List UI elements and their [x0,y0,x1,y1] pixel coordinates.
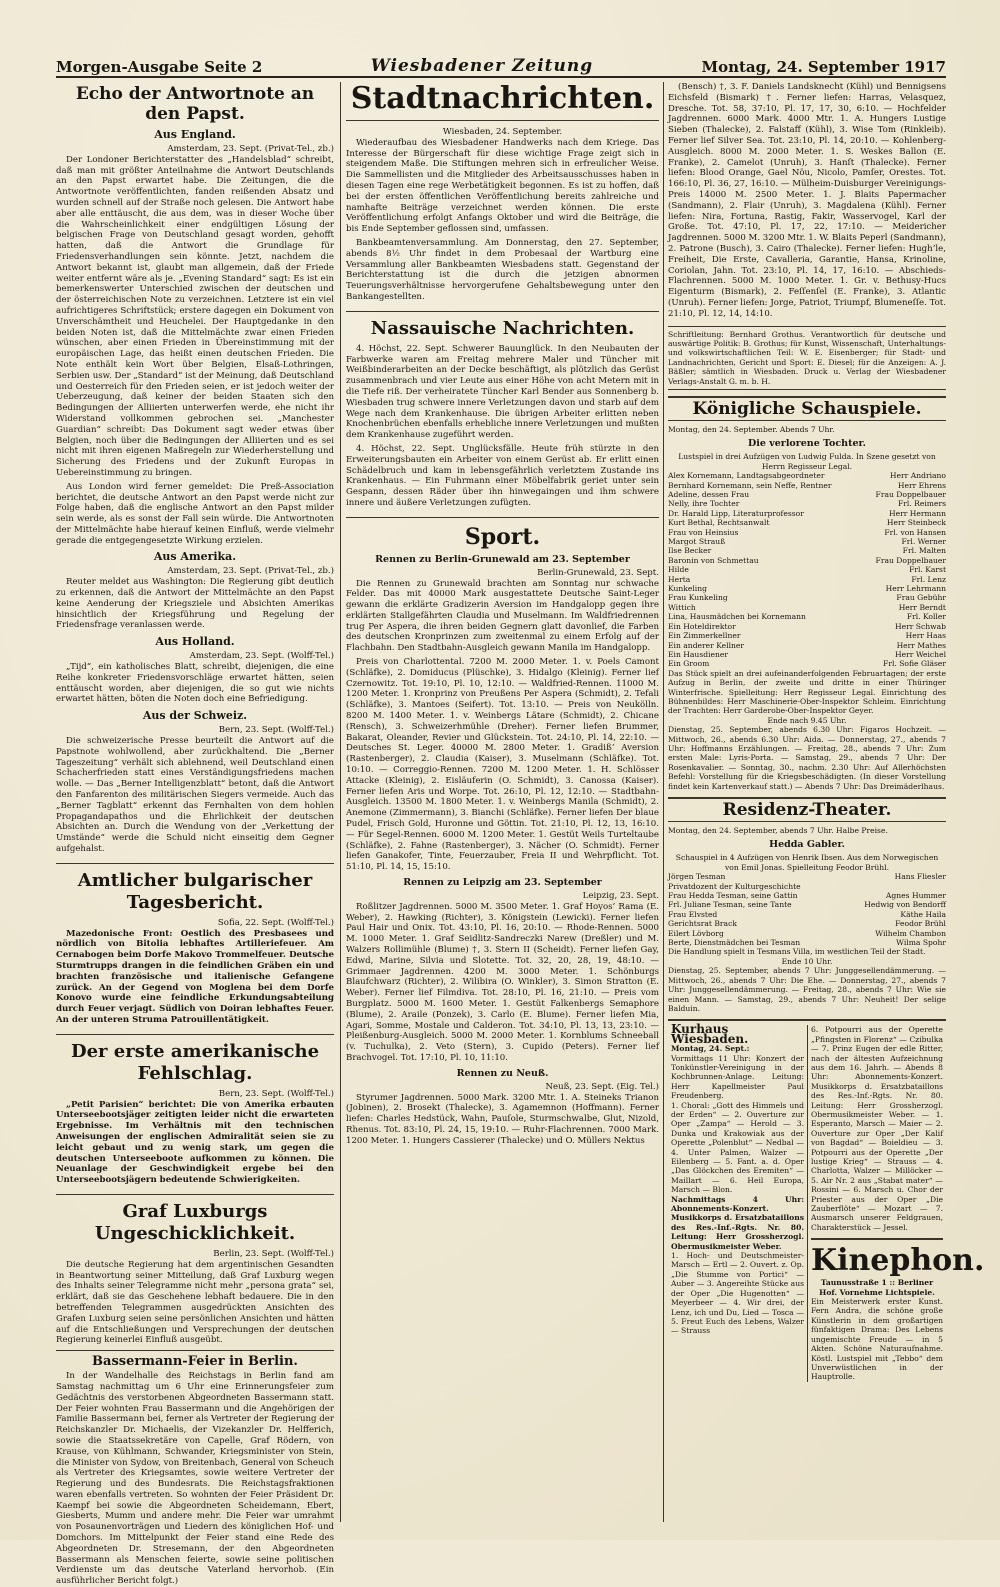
cast-row [668,499,946,508]
cast-role: Eilert Lövborg [668,928,724,938]
cast-role: Ein Hausdiener [668,649,729,659]
cast-row [668,891,946,900]
section-england: Aus England. [154,128,236,141]
column-notices [668,82,985,1522]
play-subtitle: Schauspiel in 4 Aufzügen von Henrik Ibsen. Aus dem Norwegischen von Emil Jonas. Spielleitung Feodor Brühl. [675,853,939,872]
cast-actor: Feodor Brühl [895,919,946,929]
race-results: Styrumer Jagdrennen. 5000 Mark. 3200 Mtr. 1. A. Steineks Trianon (Jobinen), 2. Brosekt (Thalecke), 3. Agamemnon (Hoffmann). Ferner liefen: Charles Hedstück, Wahn, Pauſole, Sturmschwalbe, Glut, Nizold, Rhenus. Tot. 83:10, Pl. 24, 15, 19:10. — Ruhr-Flachrennen. 7000 Mark. 1200 Meter. 1. Hungers Cassierer (Thalecke) und O. Müllers Nektus [346,1092,659,1146]
theater-residenz-title: Residenz-Theater. [668,797,946,822]
article-paragraph: 4. Höchst, 22. Sept. Schwerer Bauunglück. In den Neubauten der Farbwerke waren am Freitag mehrere Maler und Tüncher mit Weißbinderarbeiten an der Decke beschäftigt, als plötzlich das Gerüst zusammenbrach und vier Leute aus einer Höhe von acht Metern mit in die Tiefe riß. Der verheiratete Tüncher Karl Bender aus Sonnenberg b. Wiesbaden trug schwere innere Verletzungen davon und starb auf dem Wege nach dem Krankenhause. Die übrigen Arbeiter erlitten neben Knochenbrüchen ebenfalls erhebliche innere Verletzungen und mußten dem Krankenhause zugeführt werden. [346,343,659,441]
dateline: Sofia, 22. Sept. (Wolff-Tel.) [217,917,334,928]
headline-sport: Sport. [346,517,659,550]
cast-actor: Herr Lehrmann [885,584,946,594]
kinephon-title: Kinephon. [811,1243,985,1279]
cast-role: Ein Zimmerkellner [668,631,741,641]
cast-role: Alex Kornemann, Landtagsabgeordneter [668,471,825,481]
cast-row [668,910,946,919]
column-politics [56,82,334,1587]
cast-role: Lina, Hausmädchen bei Kornemann [668,612,806,622]
article-paragraph: Der Londoner Berichterstatter des „Handelsblad“ schreibt, daß man mit größter Anteilnahme die Antwort Deutschlands an den Papst erwartet habe. Die Zeitungen, die die Antwortnote veröffentlichten, fanden reißenden Absatz und wurden schnell auf der Straße noch gelesen. Die Antwort habe aber alle enttäuscht, die aus dem, was in dieser Woche über die Wahrscheinlichkeit einer endgültigen Lösung der belgischen Frage von Deutschland gesagt worden, gehofft hatten, daß die Antwort die Grundlage für Friedensverhandlungen sein könnte. Jetzt, nachdem die Antwort bekannt ist, glaubt man allgemein, daß der Friede weiter entfernt wäre als je. „Evening Standard“ sagt: Es ist ein bemerkenswerter Unterschied zwischen der deutschen und der österreichischen Note zu verzeichnen. Letztere ist ein viel aufrichtigeres Schriftstück; erstere dagegen ein Dokument von Unverschämtheit und Heuchelei. Der Hauptgedanke in den beiden Noten ist, daß die Mittelmächte zwar einen Frieden wünschen, aber einen Frieden in Übereinstimmung mit der europäischen Lage, das heißt einen deutschen Frieden. Die Note enthält kein Wort über Belgien, Elsaß-Lothringen, Serbien usw. Der „Standard“ ist der Meinung, daß Deutschland und Oesterreich für den Frieden seien, er ist jedoch weiter der Ueberzeugung, daß keiner der beiden Staaten sich den Bedingungen der Alliierten unterwerfen werde, ehe nicht ihr Widerstand vollkommen gebrochen sei. „Manchester Guardian“ schreibt: Das Dokument sagt weder etwas über Belgien, noch über die Bedingungen der Alliierten und es sei nicht mit ihren eigenen Maßregeln zur Wiederherstellung und Sicherung des Friedens und der Zukunft Europas in Uebereinstimmung zu bringen. [56,154,334,478]
dateline: Amsterdam, 23. Sept. (Privat-Tel., zb.) [167,566,334,577]
cast-row [668,872,946,881]
cast-row [668,481,946,490]
cast-role: Frau Elvsted [668,909,718,919]
headline-nassau-news: Nassauische Nachrichten. [346,311,659,340]
article-paragraph: Aus London wird ferner gemeldet: Die Preß-Association berichtet, die deutsche Antwort an den Papst werde nicht zur Folge haben, daß die englische Antwort an den Papst milder sein werde, als es sonst der Fall sein würde. Die Antwortnoten der Mittelmächte habe hierauf keinen Einfluß, werde vielmehr gerade die entgegengesetzte Wirkung erzielen. [56,481,334,546]
cast-row [668,509,946,518]
cast-actor: Wilhelm Chambon [875,928,946,938]
cast-row [668,565,946,574]
cast-row [668,631,946,640]
cast-row [668,882,946,891]
cast-actor: Käthe Haila [900,909,946,919]
concert-morning-items: 1. Choral: „Gott des Himmels und der Erden“ — 2. Ouverture zur Oper „Zampa“ — Herold — 3. Dunka und Krakowiak aus der Operette „Polenblut“ — Nedbal — 4. Unter Palmen, Walzer — Eilenberg — 5. Fant. a. d. Oper „Das Glöckchen des Eremiten“ — Maillart — 6. Heil Europa, Marsch — Blon. [671,1100,804,1195]
kurhaus-title: Kurhaus Wiesbaden. [671,1022,749,1046]
column-rule [340,82,341,1522]
article-paragraph: „Tijd“, ein katholisches Blatt, schreibt, diejenigen, die eine Reihe konkreter Friedensvorschläge erwartet hätten, seien enttäuscht worden, aber diejenigen, die so gut wie nichts erwartet hätten, böten die Noten doch eine Befriedigung. [56,662,334,705]
cast-actor: Frl. Lenz [911,574,946,584]
cast-role: Gerichtsrat Brack [668,919,737,929]
dateline: Amsterdam, 23. Sept. (Wolff-Tel.) [189,651,334,662]
kurhaus-date: Montag, 24. Sept.: [671,1044,750,1054]
cast-role: Ein anderer Kellner [668,640,745,650]
article-paragraph: Die Rennen zu Grunewald brachten am Sonntag nur schwache Felder. Das mit 40000 Mark ausgestattete Deutsche Saint-Leger gewann die erklärte Gradizerin Aversion im Handgalopp gegen ihre erklärten Stallgefährten Claudia und Muselmann. Im Waldfriedrennen trug Per Aspera, die ihren beiden Gegnern glatt davonlief, die Farben des deutschen Kronprinzen zum zweitenmal zu einem Erfolg auf der Flachbahn. Den Stadtbahn-Ausgleich gewann Manila im Handgalopp. [346,578,659,654]
race-meeting-title: Rennen zu Neuß. [456,1067,549,1079]
cast-actor: Frl. Karst [909,565,946,575]
dateline: Bern, 23. Sept. (Wolff-Tel.) [218,725,334,736]
colophon: Schriftleitung: Bernhard Grothus. Verantwortlich für deutsche und auswärtige Politik: B. Grothus; für Kunst, Wissenschaft, Unterhaltungs- und volkswirtschaftlichen Teil: W. E. Eisenberger; für Stadt- und Landnachrichten, Gericht und Sport: E. Diesel; für die Anzeigen: A. J. Bäßler; sämtlich in Wiesbaden. Druck u. Verlag der Wiesbadener Verlags-Anstalt G. m. b. H. [668,326,946,390]
play-end: Ende nach 9.45 Uhr. [767,715,847,725]
cast-row [668,575,946,584]
cast-row [668,537,946,546]
cast-actor: Agnes Hummer [885,891,946,901]
cast-role: Frau Hedda Tesman, seine Gattin [668,891,798,901]
cast-role: Frl. Juliane Tesman, seine Tante [668,900,792,910]
issue-date: Montag, 24. September 1917 [701,58,946,76]
cast-row [668,659,946,668]
play-note: Die Handlung spielt in Tesmans Villa, im westlichen Teil der Stadt. [668,947,926,957]
cast-actor: Frau Doppelbauer [875,490,946,499]
article-paragraph: Die deutsche Regierung hat dem argentinischen Gesandten in Beantwortung seiner Mitteilung, daß Graf Luxburg wegen des Inhalts seiner Telegramme nicht mehr „persona grata“ sei, erklärt, daß sie das Geschehene lebhaft bedauere. Die in den betreffenden Telegrammen ausgedrückten Ansichten des Grafen Luxburg seien seine persönlichen Ansichten und hätten auf die Entschließungen und Versprechungen der deutschen Regierung keinerlei Einfluß ausgeübt. [56,1259,334,1346]
cast-actor: Frl. Reimers [897,499,946,509]
cast-actor: Herr Mathes [896,640,946,650]
masthead: Wiesbadener Zeitung [370,56,594,76]
race-results: (Bensch) †, 3. F. Daniels Landsknecht (Kühl) und Bennigsens Eichsfeld (Bismark) †. Ferner liefen: Harras, Velasquez, Dresche. Tot. 58, 37:10, Pl. 17, 17, 30, 6:10. — Hochfelder Jagdrennen. 6000 Mark. 4000 Mtr. 1. A. Hungers Lustige Sieben (Thalecke), 2. Falstaff (Kühl), 3. Wise Tom (Rinkleib). Ferner lief Silver Sea. Tot. 23:10, Pl. 14, 20:10. — Kohlenberg-Ausgleich. 8000 M. 2000 Meter. 1. S. Weskes Ballon (E. Franke), 2. Camelot (Unruh), 3. Hanſt (Thalecke). Ferner liefen: Blood Orange, Gael Nöu, Nicolo, Pamſer, Orestes. Tot. 166:10, Pl. 36, 27, 16:10. — Mülheim-Duisburger Vereinigungs-Preis 14000 M. 2500 Meter. 1. J. Blaits Papermacher (Sandmann), 2. Flair (Unruh), 3. Magdalena (Kühl). Ferner liefen: Nira, Fortuna, Rastig, Fakir, Wasservogel, Karl der Große. Tot. 47:10, Pl. 17, 22, 17:10. — Meidericher Jagdrennen. 5000 M. 3200 Mtr. 1. W. Blaits Peperl (Sandmann), 2. Patrone (Busch), 3. Cairo (Thalecke). Ferner liefen: Hugh’le, Freiheit, Die Erste, Cavalleria, Garantie, Hansa, Krinoline, Coriolan, Jahn. Tot. 23:10, Pl. 14, 17, 16:10. — Abschieds-Flachrennen. 5000 M. 1000 Meter. 1. Gr. v. Bethusy-Hucs Eigenturm (Bismark), 2. Feſſenſel (E. Franke), 3. Atlantic (Unruh). Ferner liefen: Jorge, Patriot, Triumpf, Blumeneſſe. Tot. 21:10, Pl. 12, 14, 14:10. [668,82,947,319]
race-results: Preis von Charlottental. 7200 M. 2000 Meter. 1. v. Poels Camont (Schläfke), 2. Domiducus (Plüschke), 3. Hidalgo (Kleinig). Ferner lief Czernowitz. Tot. 19:10, Pl. 10, 12:10. — Waldfried-Rennen. 11000 M. 1200 Meter. 1. Kronprinz von Preußens Per Aspera (Schmidt), 2. Tefali (Schläfke), 3. Mantoes (Seifert). Tot. 13:10. — Preis von Neukölln. 8200 M. 1400 Meter. 1. v. Weinbergs Lätare (Schmidt), 2. Chicane (Rensch), 3. Schweizerhmühle (Dreher). Ferner liefen Brummer, Bakarat, Oleander, Revier und Glückstein. Tot. 24:10, Pl. 14, 22:10. — Deutsches St. Leger. 40000 M. 2800 Meter. 1. Gradiß’ Aversion (Rastenberger), 2. Claudia (Kaiser), 3. Muselmann (Schläfke). Tot. 10:10. — Correggio-Rennen. 7200 M. 1200 Meter. 1. H. Schlösser Attacke (Kleinig), 2. Eisläuferin (O. Schmidt), 3. Canossa (Kaiser). Ferner liefen Aris und Worpe. Tot. 26:10, Pl. 12, 12:10. — Stadtbahn-Ausgleich. 13500 M. 1800 Meter. 1. v. Weinbergs Manila (Schmidt), 2. Anemone (Zimmermann), 3. Bianchi (Schläfke). Ferner liefen Der blaue Pudel, Frisch Gold, Huronne und Göttin. Tot. 21:10, Pl. 12, 13, 16:10. — Für Segel-Rennen. 6000 M. 1200 Meter. 1. Gestüt Weils Turteltaube (Schläfke), 2. Fahne (Rastenberger), 3. Nächer (O. Schmidt). Ferner liefen Ganakofer, Tinte, Feuerzauber, Freia II und Wehrpflicht. Tot. 51:10, Pl. 14, 15, 15:10. [346,657,659,873]
headline-bassermann: Bassermann-Feier in Berlin. [56,1350,334,1369]
article-paragraph: Bankbeamtenversammlung. Am Donnerstag, den 27. September, abends 8½ Uhr findet in dem Probesaal der Wartburg eine Versammlung aller Bankbeamten Wiesbadens statt. Gegenstand der Berichterstattung ist die durch die jetzigen abnormen Teuerungsverhältnisse hervorgerufene Gehaltsbewegung unter den Bankangestellten. [346,237,659,302]
edition-label: Morgen-Ausgabe Seite 2 [56,58,263,76]
article-paragraph: 4. Höchst, 22. Sept. Unglücksfälle. Heute früh stürzte in den Erweiterungsbauten ein Arbeiter von einem Gerüst ab. Er erlitt einen Schädelbruch und kam in lebensgefährlich verletztem Zustande ins Krankenhaus. — Ein Fuhrmann einer Möbelfabrik geriet unter sein Gespann, dessen Räder über ihn hinwegaingen und ihm schwere innere und äußere Verletzungen zufügten. [346,443,659,508]
theater-date: Montag, den 24. September. Abends 7 Uhr. [668,424,835,434]
kurhaus-right [807,1025,985,1382]
cast-role: Wittich [668,602,696,612]
cast-role: Nelly, ihre Tochter [668,499,740,509]
cast-actor: Hans Fliesler [894,872,946,882]
cast-actor: Frau Doppelbauer [875,555,946,565]
theater-schedule: Dienstag, 25. September, abends 6.30 Uhr: Figaros Hochzeit. — Mittwoch, 26., abends 6.30 Uhr: Aida. — Donnerstag, 27., abends 7 Uhr: Hoffmanns Erzählungen. — Freitag, 28., abends 7 Uhr: Zum ersten Male: Lyris-Porta. — Samstag, 29., abends 7 Uhr: Der Rosenkavalier. — Sonntag, 30., nachm. 2.30 Uhr: Auf Allerhöchsten Befehl: Vorstellung für die Kriegsbeschädigten. (In dieser Vorstellung findet kein Kartenverkauf statt.) — Abends 7 Uhr: Das Dreimäderlhaus. [668,725,946,791]
article-paragraph: „Petit Parisien“ berichtet: Die von Amerika erbauten Unterseebootsjäger zeitigten leider nicht die erwarteten Ergebnisse. Im Verhältnis mit den technischen Anweisungen der englischen Admiralität seien sie zu leicht gebaut und zu wenig stark, um gegen die deutschen Unterseeboote aufkommen zu können. Die Neuanlage der Geschwindigkeit ergebe bei den Unterseebootsjägern bedeutende Schwierigkeiten. [56,1099,334,1186]
dateline: Neuß, 23. Sept. (Eig. Tel.) [545,1081,659,1092]
kinephon-address: Taunusstraße 1 :: Berliner Hof. Vornehme Lichtspiele. [819,1278,935,1297]
page-header [56,50,946,78]
headline-luxburg: Graf Luxburgs Ungeschicklichkeit. [56,1194,334,1245]
dateline: Bern, 23. Sept. (Wolff-Tel.) [218,1088,334,1099]
cast-role: Herta [668,574,691,584]
kinephon-text: Ein Meisterwerk erster Kunst. Fern Andra, die schöne große Künstlerin in dem großartigen fünfaktigen Drama: Des Lebens ungemischte Freude — in 5 Akten. Schöne Naturaufnahme. Köstl. Lustspiel mit „Tebbo“ dem Unverwüstlichen in der Hauptrolle. [811,1297,943,1382]
cast-row [668,593,946,602]
cast-actor: Frau Gebühr [896,593,946,603]
race-meeting-title: Rennen zu Leipzig am 23. September [403,877,602,889]
concert-afternoon-items: 1. Hoch- und Deutschmeister-Marsch — Ertl — 2. Ouvert. z. Op. „Die Stumme von Portici“ — Auber — 3. Angereihte Stücke aus der Oper „Die Hugenotten“ — Meyerbeer — 4. Wir drei, der Lenz, ich und Du, Lied — Tosca — 5. Freut Euch des Lebens, Walzer — Strauss [671,1251,804,1336]
play-note: Das Stück spielt an drei aufeinanderfolgenden Februartagen; der erste Aufzug in Berlin, der zweite und dritte in einer Thüringer Winterfrische. Spielleitung: Herr Regisseur Legal. Einrichtung des Bühnenbildes: Herr Maschinerie-Ober-Inspektor Schleim. Einrichtung der Trachten: Herr Garderobe-Ober-Inspektor Geyer. [668,668,946,716]
cast-actor: Hedwig von Bendorff [864,900,946,910]
cast-role: Baronin von Schmettau [668,555,759,565]
theater-schedule: Dienstag, 25. September, abends 7 Uhr: Junggesellendämmerung. — Mittwoch, 26., abends 7 Uhr: Die Ehe. — Donnerstag, 27., abends 7 Uhr: Junggesellendämmerung. — Freitag, 28., abends 7 Uhr: Wie sie einen Mann. — Samstag, 29., abends 7 Uhr: Neuheit! Der selige Balduin. [668,966,946,1013]
dateline: Leipzig, 23. Sept. [582,891,659,902]
cast-row [668,471,946,480]
dateline: Amsterdam, 23. Sept. (Privat-Tel., zb.) [167,144,334,154]
cast-row [668,900,946,909]
cast-role: Berte, Dienstmädchen bei Tesman [668,938,801,948]
cast-row [668,603,946,612]
cast-row [668,490,946,499]
section-america: Aus Amerika. [153,550,237,564]
cast-role: Ilse Becker [668,546,712,556]
cast-actor: Frl. Malten [902,546,946,556]
cast-row [668,929,946,938]
cast-role: Dr. Harald Lipp, Literaturprofessor [668,508,804,518]
cast-role: Ein Groom [668,659,710,669]
cast-row [668,518,946,527]
cast-actor: Herr Berndt [898,602,946,612]
headline-american-failure: Der erste amerikanische Fehlschlag. [56,1034,334,1085]
article-paragraph: Reuter meldet aus Washington: Die Regierung gibt deutlich zu erkennen, daß die Antwort der Mittelmächte an den Papst keine Aenderung der Kriegsziele und Absichten Amerikas hinsichtlich der Kriegsführung und Regelung der Friedensfrage veranlassen werde. [56,577,334,631]
race-results: Roßlitzer Jagdrennen. 5000 M. 3500 Meter. 1. Graf Hoyos’ Rama (E. Weber), 2. Hawking (Richter), 3. Königstein (Lewicki). Ferner liefen Paul Hair und Onix. Tot. 43:10, Pl. 16, 20:10. — Rhode-Rennen. 5000 M. 1000 Meter. 1. Graf Seidlitz-Sandreczki Narew (Dreßler) und M. Walzers Rollimühle (Blume) †, 3. Stern II (Scheidt). Ferner liefen Gay, Edwd, Marine, Silvia und Slotette. Tot. 32, 20, 28, 19, 48:10. — Grimmaer Jagdrennen. 4200 M. 3000 Meter. 1. Schönburgs Blaufchwarz (Richter), 2. Wilibira (O. Winkler), 3. Simon Stratton (E. Weber). Ferner lief Filmdiva. Tot. 28:10, Pl. 16, 21:10. — Preis vom Burgplatz. 5000 M. 1600 Meter. 1. Gestüt Falkenbergs Semaphore (Blume), 2. Araile (Ponzek), 3. Carlo (E. Blume). Ferner liefen Mia, Agari, Somme, Mostale und Calderon. Tot. 34:10, Pl. 13, 13, 23:10. — Pleißenburg-Ausgleich. 5000 M. 2000 Meter. 1. Kornblums Schneeball (v. Tuchulka), 2. Veto (Stern), 3. Cupido (Peters). Ferner lief Brachvogel. Tot. 17:10, Pl. 10, 11:10. [346,901,659,1063]
kinephon-ad [811,1238,985,1382]
cast-actor: Herr Steinbeck [886,518,946,528]
kurhaus-left [668,1022,807,1381]
cast-actor: Herr Schwab [894,621,946,631]
cast-role: Bernhard Kornemann, sein Neffe, Rentner [668,480,832,490]
concert-morning: Vormittags 11 Uhr: Konzert der Tonkünstler-Vereinigung in der Kochbrunnen-Anlage. Leitung: Herr Kapellmeister Paul Freudenberg. [671,1053,804,1101]
headline-papal-note: Echo der Antwortnote an den Papst. [75,84,315,124]
cast-role: Kurt Bethal, Rechtsanwalt [668,518,770,528]
cast-role: Hilde [668,565,689,575]
cast-role: Margot Strauß [668,537,726,547]
article-paragraph: Wiederaufbau des Wiesbadener Handwerks nach dem Kriege. Das Interesse der Bürgerschaft für diese wichtige Frage zeigt sich in steigendem Maße. Die Stiftungen mehren sich in erfreulicher Weise. Die Sammellisten und die Mitglieder des Arbeitsausschusses haben in diesen Tagen eine rege Werbetätigkeit begonnen. Es ist zu hoffen, daß bei der ersten öffentlichen Veröffentlichung bereits zahlreiche und namhafte Beiträge verzeichnet werden können. Die erste Veröffentlichung erfolgt Anfangs Oktober und wird die Beiträge, die bis Ende September geflossen sind, umfassen. [346,137,659,235]
cast-actor: Herr Weichel [895,649,946,659]
cast-list [668,872,946,947]
cast-role: Privatdozent der Kulturgeschichte [668,881,801,891]
theater-date: Montag, den 24. September, abends 7 Uhr. Halbe Preise. [668,826,888,835]
section-switzerland: Aus der Schweiz. [142,709,248,723]
column-local-news [346,82,659,1522]
play-title: Hedda Gabler. [769,839,845,851]
kurhaus-program [668,1019,985,1382]
cast-row [668,622,946,631]
concert-evening-items: 6. Potpourri aus der Operette „Pfingsten in Florenz“ — Czibulka — 7. Prinz Eugen der edle Ritter, nach der ältesten Aufzeichnung aus dem 16. Jahrh. — Abends 8 Uhr: Abonnements-Konzert. Musikkorps d. Ersatzbataillons des Res.-Inf.-Rgts. Nr. 80. Leitung: Herr Grossherzogl. Obermusikmeister Weber. — 1. Esperanto, Marsch — Maier — 2. Ouverture zur Oper „Der Kalif von Bagdad“ — Boieldieu — 3. Potpourri aus der Operette „Der lustige Krieg“ — Strauss — 4. Charlotta, Walzer — Millöcker — 5. Air Nr. 2 aus „Stabat mater“ — Rossini — 6. Marsch u. Chor der Priester aus der Oper „Die Zauberflöte“ — Mozart — 7. Ausmarsch unserer Feldgrauen, Charakterstück — Jessel. [811,1025,943,1232]
cast-role: Adeline, dessen Frau [668,490,750,499]
cast-actor: Herr Hermann [888,508,946,518]
cast-role: Frau Kunkeling [668,593,728,603]
cast-row [668,650,946,659]
article-paragraph: Die schweizerische Presse beurteilt die Antwort auf die Papstnote wohlwollend, aber zurückhaltend. Die „Berner Tageszeitung“ verhält sich ablehnend, weil Deutschland einen Schacherfrieden statt eines Verständigungsfriedens machen wolle. — Das „Berner Intelligenzblatt“ betont, daß die Antwort den Fanfarenton des militärischen Siegers vermeide. Auch das „Berner Tagblatt“ erkennt das Fernhalten von dem hohlen Propagandapathos und die Ehrlichkeit der deutschen Absichten an. Durch die Wendung von der „Verkettung der Umstände“ werde die Schuld nicht einseitig dem Gegner aufgehalst. [56,736,334,855]
headline-bulgarian-report: Amtlicher bulgarischer Tagesbericht. [56,863,334,914]
dateline: Berlin-Grunewald, 23. Sept. [537,567,659,578]
cast-row [668,528,946,537]
play-end: Ende 10 Uhr. [781,956,833,966]
cast-row [668,612,946,621]
cast-actor: Frl. von Hansen [884,527,946,537]
race-meeting-title: Rennen zu Berlin-Grunewald am 23. September [375,553,630,565]
cast-role: Jörgen Tesman [668,872,726,882]
cast-row [668,641,946,650]
cast-actor: Herr Andriano [889,471,946,481]
cast-actor: Wilma Spohr [896,938,946,948]
cast-role: Ein Hoteldirektor [668,621,736,631]
play-title: Die verlorene Tochter. [748,438,866,450]
dateline: Wiesbaden, 24. September. [442,127,563,137]
concert-afternoon: Nachmittags 4 Uhr: Abonnements-Konzert. Musikkorps d. Ersatzbataillons des Res.-Inf.-Rgts. Nr. 80. Leitung: Herr Grossherzogl. Obermusikmeister Weber. [671,1194,804,1251]
article-paragraph: In der Wandelhalle des Reichstags in Berlin fand am Samstag nachmittag um 6 Uhr eine Erinnerungsfeier zum Gedächtnis des verstorbenen Abgeordneten Bassermann statt. Der Feier wohnten Frau Bassermann und die Angehörigen der Familie Bassermann bei, ferner als Vertreter der Regierung der Reichskanzler Dr. Michaelis, der Vizekanzler Dr. Helfferich, sowie die Staatssekretäre von Capelle, Graf Rödern, von Krause, von Kühlmann, Schwander, Kriegsminister von Stein, die Minister von Sydow, von Breitenbach, General von Scheuch als Vertreter des Kriegsamtes, sowie weitere Vertreter der Regierung und des Bundesrats. Die Reichstagsfraktionen waren ebenfalls vertreten. So wohnten der Feier Präsident Dr. Kaempf bei sowie die Abgeordneten Scheidemann, Ebert, Giesberts, Mumm und andere mehr. Die Feier war umrahmt von Posaunenvorträgen und Liedern des königlichen Hof- und Domchors. Im Mittelpunkt der Feier stand eine Rede des Abgeordneten Dr. Stresemann, der den Abgeordneten Bassermann als Menschen feierte, sowie seine politischen Verdienste um das deutsche Vaterland hervorhob. (Ein ausführlicher Bericht folgt.) [56,1371,334,1587]
cast-row [668,919,946,928]
cast-row [668,546,946,555]
article-paragraph: Mazedonische Front: Oestlich des Presbasees und nördlich von Bitolia lebhaftes Artilleriefeuer. Am Cernabogen beim Dorfe Makovo Trommelfeuer. Deutsche Sturmtrupps drangen in die feindlichen Gräben ein und brachten französische und italienische Gefangene zurück. An der Gegend von Moglena bei dem Dorfe Konovo wurde eine feindliche Erkundungsabteilung durch Feuer verjagt. Südlich von Doiran lebhaftes Feuer. An der unteren Struma Patrouillentätigkeit. [56,928,334,1025]
cast-actor: Herr Ehrens [897,480,946,490]
cast-actor: Frl. Koller [906,612,946,622]
cast-actor: Frl. Werner [901,537,946,547]
theater-royal-title: Königliche Schauspiele. [668,396,946,421]
cast-list [668,471,946,669]
headline-city-news: Stadtnachrichten. [346,82,659,121]
cast-row [668,584,946,593]
cast-actor: Frl. Sofie Gläser [883,659,946,669]
dateline: Berlin, 23. Sept. (Wolff-Tel.) [213,1248,334,1259]
cast-row [668,938,946,947]
column-rule [663,82,664,1522]
cast-role: Kunkeling [668,584,707,594]
cast-actor: Herr Haas [905,631,946,641]
cast-role: Frau von Heinsius [668,527,739,537]
play-subtitle: Lustspiel in drei Aufzügen von Ludwig Fulda. In Szene gesetzt von Herrn Regisseur Legal. [678,452,936,471]
section-holland: Aus Holland. [155,635,235,649]
cast-row [668,556,946,565]
